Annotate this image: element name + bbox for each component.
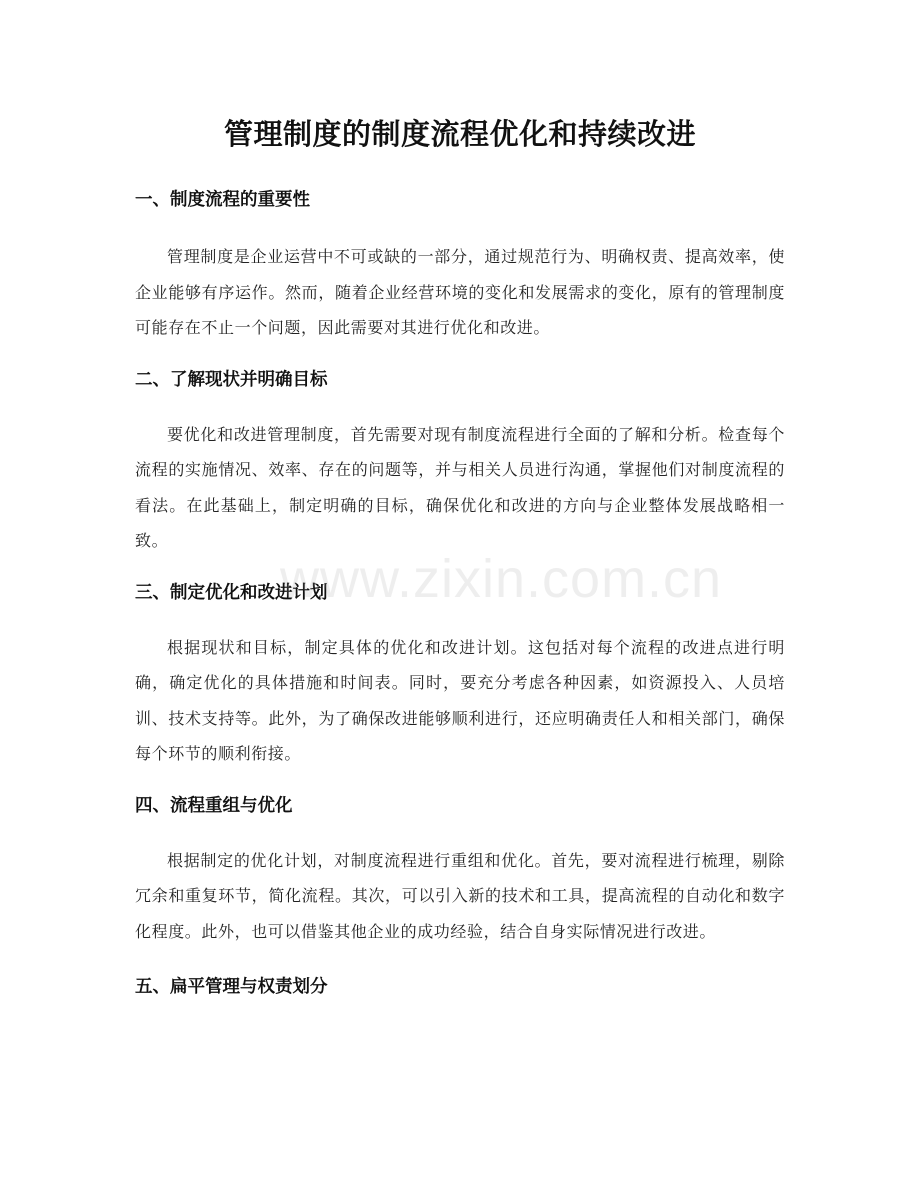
section-paragraph: 管理制度是企业运营中不可或缺的一部分，通过规范行为、明确权责、提高效率，使企业能够有序运作。然而，随着企业经营环境的变化和发展需求的变化，原有的管理制度可能存在不止一个问题，因此需要对其进行优化和改进。 [135,247,785,337]
section-heading: 一、制度流程的重要性 [135,190,310,210]
section-heading: 四、流程重组与优化 [135,795,293,816]
section-flat-management [135,973,785,1001]
section-plan [135,579,785,772]
section-paragraph: 根据现状和目标，制定具体的优化和改进计划。这包括对每个流程的改进点进行明确，确定优化的具体措施和时间表。同时，要充分考虑各种因素，如资源投入、人员培训、技术支持等。此外，为了确保改进能够顺利进行，还应明确责任人和相关部门，确保每个环节的顺利衔接。 [135,637,785,763]
section-restructure [135,792,785,950]
section-paragraph: 要优化和改进管理制度，首先需要对现有制度流程进行全面的了解和分析。检查每个流程的实施情况、效率、存在的问题等，并与相关人员进行沟通，掌握他们对制度流程的看法。在此基础上，制定明确的目标，确保优化和改进的方向与企业整体发展战略相一致。 [135,424,785,550]
page-title: 管理制度的制度流程优化和持续改进 [223,117,696,151]
section-heading: 五、扁平管理与权责划分 [135,977,328,997]
section-heading: 二、了解现状并明确目标 [135,369,328,390]
section-current-state [135,366,785,559]
section-paragraph: 根据制定的优化计划，对制度流程进行重组和优化。首先，要对流程进行梳理，剔除冗余和重复环节，简化流程。其次，可以引入新的技术和工具，提高流程的自动化和数字化程度。此外，也可以借鉴其他企业的成功经验，结合自身实际情况进行改进。 [135,850,785,941]
section-importance [135,186,785,346]
section-heading: 三、制定优化和改进计划 [135,582,328,603]
watermark: www.zixin.com.cn [280,549,723,609]
